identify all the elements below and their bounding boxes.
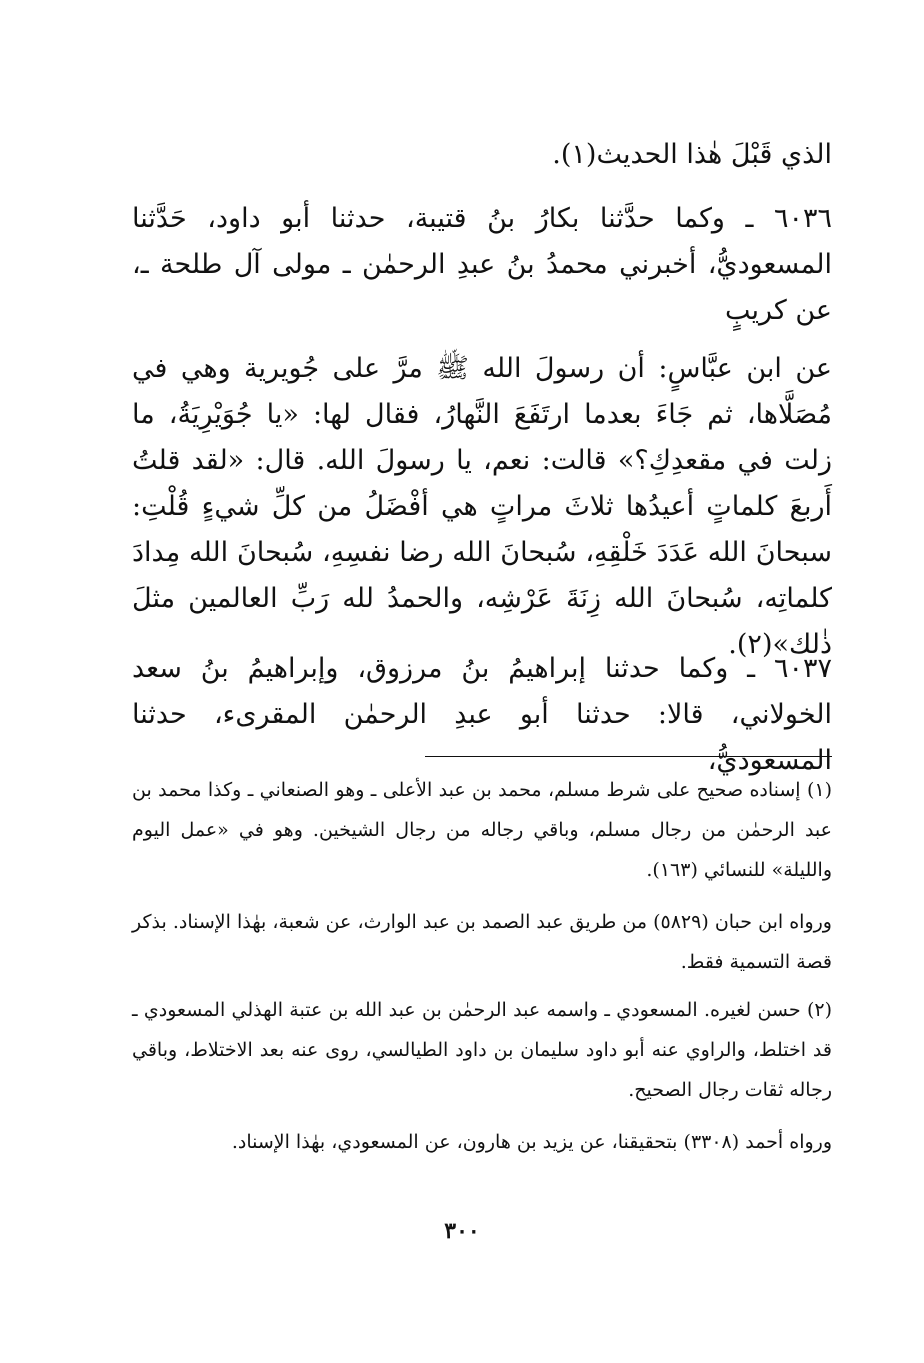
footnote-divider — [425, 756, 832, 757]
main-text: الذي قَبْلَ هٰذا الحديث(١). — [552, 139, 832, 170]
footnote-text: (١) إسناده صحيح على شرط مسلم، محمد بن عبد الأعلى ـ وهو الصنعاني ـ وكذا محمد بن عبد الرحمٰن من رجال مسلم، وباقي رجاله من رجال الشيخين. وهو في «عمل اليوم والليلة» للنسائي (١٦٣). — [132, 779, 832, 881]
hadith-6036-chain — [132, 196, 832, 334]
hadith-6036-text — [132, 346, 832, 668]
footnote-text: ورواه ابن حبان (٥٨٢٩) من طريق عبد الصمد بن عبد الوارث، عن شعبة، بهٰذا الإسناد. بذكر قصة التسمية فقط. — [132, 911, 832, 973]
footnote-2-continued — [132, 1122, 832, 1162]
footnote-text: (٢) حسن لغيره. المسعودي ـ واسمه عبد الرحمٰن بن عبد الله بن عتبة الهذلي المسعودي ـ قد اختلط، والراوي عنه أبو داود سليمان بن داود الطيالسي، روى عنه بعد الاختلاط، وباقي رجاله ثقات رجال الصحيح. — [132, 999, 832, 1101]
footnote-1-continued — [132, 902, 832, 982]
footnote-text: ورواه أحمد (٣٣٠٨) بتحقيقنا، عن يزيد بن هارون، عن المسعودي، بهٰذا الإسناد. — [231, 1131, 832, 1153]
main-text: ٦٠٣٦ ـ وكما حدَّثنا بكارُ بنُ قتيبة، حدثنا أبو داود، حَدَّثنا المسعوديُّ، أخبرني محمدُ بنُ عبدِ الرحمٰن ـ مولى آل طلحة ـ، عن كريبٍ — [132, 203, 832, 326]
main-text: عن ابن عبَّاسٍ: أن رسولَ الله ﷺ مرَّ على جُويرية وهي في مُصَلَّاها، ثم جَاءَ بعدما ارتَفَعَ النَّهارُ، فقال لها: «يا جُوَيْرِيَةُ، ما زلت في مقعدِكِ؟» قالت: نعم، يا رسولَ الله. قال: «لقد قلتُ أَربعَ كلماتٍ أعيدُها ثلاثَ مراتٍ هي أفْضَلُ من كلِّ شيءٍ قُلْتِ: سبحانَ الله عَدَدَ خَلْقِهِ، سُبحانَ الله رضا نفسِهِ، سُبحانَ الله مِدادَ كلماتِه، سُبحانَ الله زِنَةَ عَرْشِه، والحمدُ لله رَبِّ العالمين مثلَ ذٰلك»(٢). — [132, 353, 832, 660]
page-number: ٣٠٠ — [444, 1218, 480, 1244]
footnote-2 — [132, 990, 832, 1110]
hadith-6037-chain — [132, 646, 832, 784]
main-text: ٦٠٣٧ ـ وكما حدثنا إبراهيمُ بنُ مرزوق، وإبراهيمُ بنُ سعد الخولاني، قالا: حدثنا أبو عبدِ الرحمٰن المقرىء، حدثنا المسعوديُّ، — [132, 653, 832, 776]
paragraph-continuation — [132, 132, 832, 178]
footnote-1 — [132, 770, 832, 890]
